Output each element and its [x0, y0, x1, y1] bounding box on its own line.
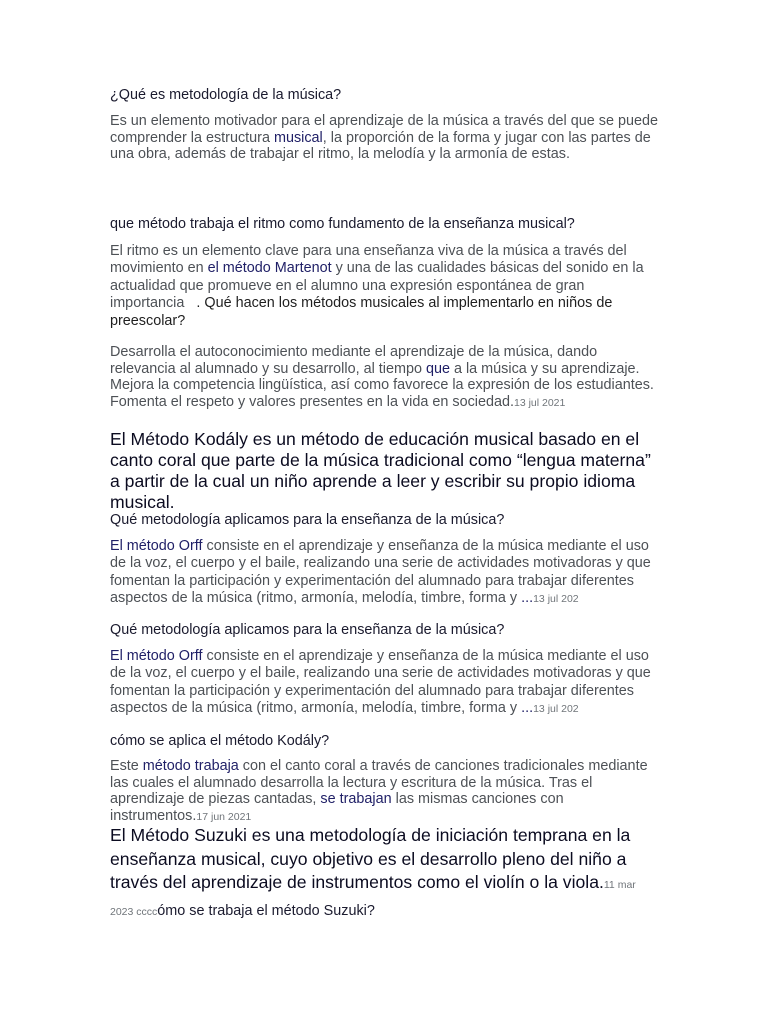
question-4: Qué metodología aplicamos para la enseñanza de la música?: [110, 622, 505, 638]
orff-link-2[interactable]: El método Orff: [110, 648, 203, 664]
answer-5-text-a: Este: [110, 758, 143, 774]
question-6: ómo se trabaja el método Suzuki?: [157, 902, 375, 919]
answer-orff-1: [110, 538, 658, 609]
orff-ellipsis-1[interactable]: ...: [521, 590, 534, 607]
orff-text-1: consiste en el aprendizaje y enseñanza de la música mediante el uso de la voz, el cuerpo y el baile, realizando una serie de actividades motivadoras y que fomentan la participación y experimentación del alumnado para trabajar diferentes aspectos de la música (ritmo, armonía, melodía, timbre, forma y: [110, 538, 651, 607]
answer-1: [110, 113, 658, 163]
question-preescolar: . Qué hacen los métodos musicales al implementarlo en niños de preescolar?: [110, 295, 617, 329]
suzuki-text: El Método Suzuki es una metodología de iniciación temprana en la enseñanza musical, cuyo objetivo es el desarrollo pleno del niño a través del aprendizaje de instrumentos como el violín o la viola.: [110, 825, 631, 892]
answer-orff-2: [110, 648, 658, 719]
answer-2-text-b: y una de las cualidades básicas del sonido en la actualidad que promueve en el alumno una expresión espontánea de gran importancia: [110, 260, 644, 312]
kodaly-definition: El Método Kodály es un método de educación musical basado en el canto coral que parte de la música tradicional como “lengua materna” a partir de la cual un niño aprende a leer y escribir su propio idioma musical.: [110, 429, 651, 512]
answer-5: [110, 758, 658, 825]
suzuki-definition: [110, 824, 658, 924]
answer-1-text-a: Es un elemento motivador para el aprendizaje de la música a través del que se puede comprender la estructura: [110, 113, 658, 146]
orff-date-1: 13 jul 202: [533, 593, 579, 606]
question-5: cómo se aplica el método Kodály?: [110, 733, 330, 749]
se-trabajan-link[interactable]: se trabajan: [320, 791, 392, 808]
martenot-link[interactable]: el método Martenot: [207, 260, 332, 277]
answer-3: [110, 344, 658, 411]
answer-3-text-b: a la música y su aprendizaje. Mejora la competencia lingüística, así como favorece la expresión de los estudiantes. Fomenta el respeto y valores presentes en la vida en sociedad.: [110, 360, 654, 410]
answer-5-text-b: con el canto coral a través de canciones tradicionales mediante las cuales el alumnado desarrolla la lectura y escritura de la música. Tras el aprendizaje de piezas cantadas,: [110, 758, 648, 808]
answer-3-date: 13 jul 2021: [513, 396, 566, 409]
answer-3-text-a: Desarrolla el autoconocimiento mediante el aprendizaje de la música, dando relevancia al alumnado y su desarrollo, al tiempo: [110, 344, 598, 377]
suzuki-prefix: cccc: [133, 905, 158, 918]
question-3: Qué metodología aplicamos para la enseñanza de la música?: [110, 512, 505, 528]
musical-link[interactable]: musical: [273, 129, 323, 146]
orff-link-1[interactable]: El método Orff: [110, 538, 203, 554]
question-2: que método trabaja el ritmo como fundamento de la enseñanza musical?: [110, 216, 575, 232]
answer-5-text-c: las mismas canciones con instrumentos.: [110, 791, 564, 824]
orff-text-2: consiste en el aprendizaje y enseñanza de la música mediante el uso de la voz, el cuerpo y el baile, realizando una serie de actividades motivadoras y que fomentan la participación y experimentación del alumnado para trabajar diferentes aspectos de la música (ritmo, armonía, melodía, timbre, forma y: [110, 648, 651, 717]
metodo-trabaja-link[interactable]: método trabaja: [142, 758, 239, 774]
answer-2-text-a: El ritmo es un elemento clave para una enseñanza viva de la música a través del movimiento en: [110, 243, 627, 277]
orff-ellipsis-2[interactable]: ...: [521, 700, 534, 717]
que-link[interactable]: que: [425, 360, 450, 377]
orff-date-2: 13 jul 202: [533, 703, 579, 716]
answer-5-date: 17 jun 2021: [196, 810, 252, 823]
answer-1-text-b: , la proporción de la forma y jugar con las partes de una obra, además de trabajar el ritmo, la melodía y la armonía de estas.: [110, 129, 651, 163]
answer-2: [110, 243, 658, 330]
suzuki-date: 11 mar 2023: [110, 879, 636, 918]
question-1: ¿Qué es metodología de la música?: [110, 87, 342, 103]
